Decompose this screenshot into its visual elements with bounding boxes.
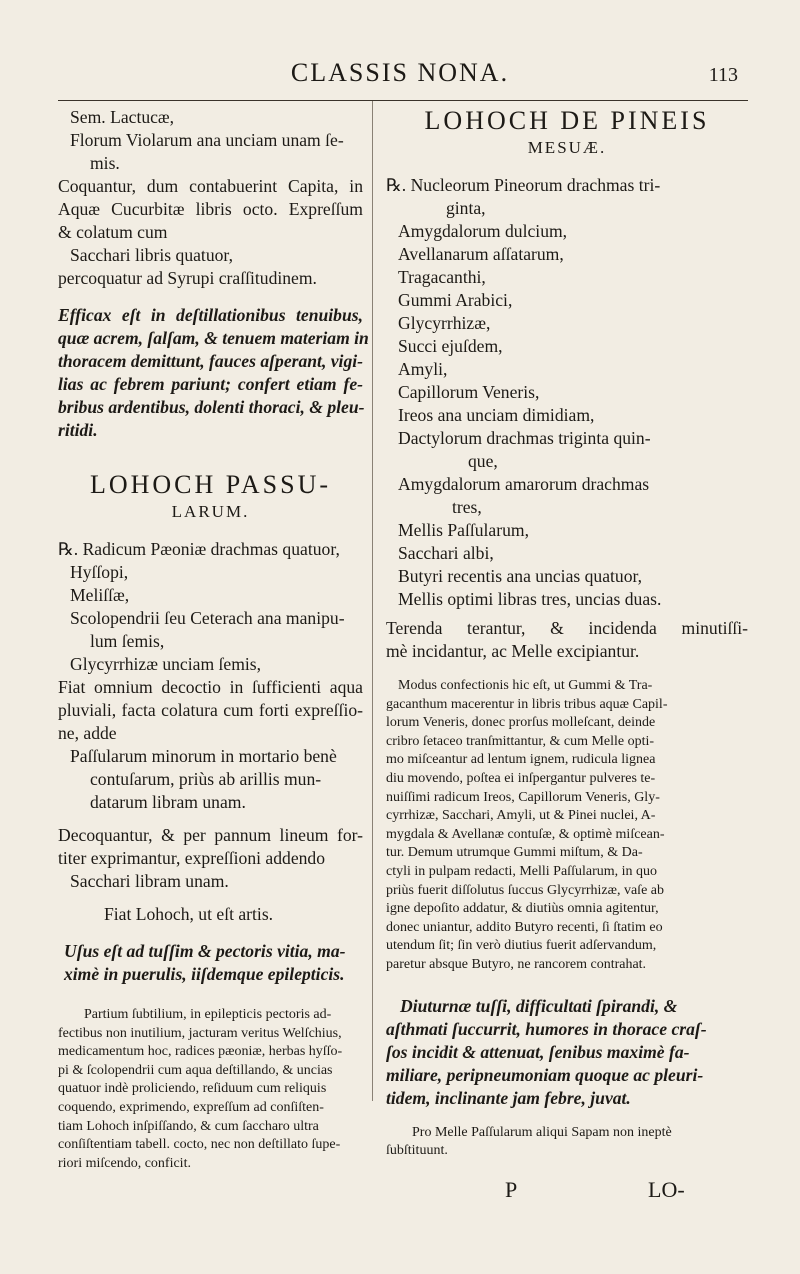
section-subtitle: MESUÆ. xyxy=(527,138,607,157)
recipe-line: Amyli, xyxy=(398,359,448,379)
recipe-line: Meliſſæ, xyxy=(70,585,130,605)
recipe-line: ℞. Nucleorum Pineorum drachmas tri- xyxy=(386,175,661,195)
recipe-line: ℞. Radicum Pæoniæ drachmas quatuor, xyxy=(58,539,340,559)
note-line: fectibus non inutilium, jacturam veritus Welſchius, xyxy=(58,1025,342,1041)
note-line: diu movendo, poſtea ei inſpergantur pulveres te- xyxy=(386,770,656,786)
header-rule xyxy=(58,100,748,101)
italic-line: lias ac febrem pariunt; confert etiam fe- xyxy=(58,374,363,394)
right-column xyxy=(386,106,748,1161)
italic-line: bribus ardentibus, dolenti thoraci, & pleu- xyxy=(58,397,365,417)
text-line: contuſarum, priùs ab arillis mun- xyxy=(90,769,322,789)
text-line: Sem. Lactucæ, xyxy=(70,107,175,127)
recipe-line: Sacchari albi, xyxy=(398,543,494,563)
recipe-line: Mellis optimi libras tres, uncias duas. xyxy=(398,589,662,609)
text-line: datarum libram unam. xyxy=(90,792,246,812)
text-line: Sacchari libris quatuor, xyxy=(70,245,233,265)
section-title: LOHOCH PASSU- xyxy=(89,470,332,499)
recipe-line: que, xyxy=(468,451,498,471)
note-line: medicamentum hoc, radices pæoniæ, herbas hyſſo- xyxy=(58,1044,343,1060)
text-line: & colatum cum xyxy=(58,222,168,242)
italic-line: ritidi. xyxy=(58,420,98,440)
text-line: titer exprimantur, expreſſioni addendo xyxy=(58,848,326,868)
recipe-line: tres, xyxy=(452,497,482,517)
recipe-line: Hyſſopi, xyxy=(70,562,129,582)
note-line: utendum ſit; ſin verò diutius fuerit adſervandum, xyxy=(386,938,657,954)
note-line: riori miſcendo, conficit. xyxy=(58,1155,191,1171)
text-line: pluviali, facta colatura cum forti expreſſio- xyxy=(58,700,363,720)
recipe-line: Glycyrrhizæ unciam ſemis, xyxy=(70,654,262,674)
recipe-line: Dactylorum drachmas triginta quin- xyxy=(398,428,651,448)
note-line: ctyli in pulpam redacti, Melli Paſſularum, in quo xyxy=(386,863,658,879)
text-line: Coquantur, dum contabuerint Capita, in xyxy=(58,176,363,196)
italic-line: Diuturnæ tuſſi, difficultati ſpirandi, & xyxy=(400,995,678,1016)
note-line: ſubſtituunt. xyxy=(386,1143,448,1159)
left-column xyxy=(58,106,369,1173)
catchword: LO- xyxy=(648,1177,685,1202)
note-line: cyrrhizæ, Sacchari, Amyli, ut & Pinei nuclei, A- xyxy=(386,808,656,824)
note-line: quatuor indè proliciendo, reſiduum cum reliquis xyxy=(58,1081,327,1097)
note-line: paretur absque Butyro, ne rancorem contrahat. xyxy=(386,956,647,972)
italic-line: Uſus eſt ad tuſſim & pectoris vitia, ma- xyxy=(64,941,346,961)
text-line: ne, adde xyxy=(58,723,117,743)
italic-line: ximè in puerulis, iiſdemque epilepticis. xyxy=(64,964,345,984)
recipe-line: Glycyrrhizæ, xyxy=(398,313,491,333)
note-line: Partium ſubtilium, in epilepticis pectoris ad- xyxy=(84,1007,332,1022)
note-line: mo miſceantur ad lentum ignem, rudicula lignea xyxy=(386,752,656,768)
italic-line: quæ acrem, ſalſam, & tenuem materiam in xyxy=(58,328,369,348)
text-line: Aquæ Cucurbitæ libris octo. Expreſſum xyxy=(58,199,363,219)
recipe-line: Succi ejuſdem, xyxy=(398,336,503,356)
page-number: 113 xyxy=(708,64,738,86)
text-line: mis. xyxy=(90,153,120,173)
note-line: Pro Melle Paſſularum aliqui Sapam non ineptè xyxy=(412,1124,672,1140)
note-line: Modus confectionis hic eſt, ut Gummi & Tra- xyxy=(398,678,653,693)
recipe-line: Butyri recentis ana uncias quatuor, xyxy=(398,566,643,586)
note-line: lorum Veneris, donec prorſus molleſcant, deinde xyxy=(386,715,656,731)
italic-line: miliare, peripneumoniam quoque ac pleuri- xyxy=(386,1064,704,1085)
note-line: igne depoſito addatur, & diutiùs omnia agitentur, xyxy=(386,901,659,917)
recipe-line: ginta, xyxy=(446,198,486,218)
note-line: gacanthum macerentur in libris tribus aquæ Capil- xyxy=(386,696,668,712)
note-line: priùs fuerit diſſolutus ſuccus Glycyrrhizæ, vaſe ab xyxy=(386,882,664,898)
italic-line: Efficax eſt in deſtillationibus tenuibus, xyxy=(58,305,363,325)
text-line: mè incidantur, ac Melle excipiantur. xyxy=(386,641,640,661)
text-line: Florum Violarum ana unciam unam ſe- xyxy=(70,130,344,150)
fiat-line: Fiat Lohoch, ut eſt artis. xyxy=(104,904,274,924)
italic-line: tidem, inclinante jam febre, juvat. xyxy=(386,1087,631,1108)
note-line: conſiſtentiam tabell. cocto, nec non deſtillato ſupe- xyxy=(58,1137,341,1153)
section-subtitle: LARUM. xyxy=(171,502,250,521)
column-divider xyxy=(372,101,373,1101)
recipe-line: Avellanarum aſſatarum, xyxy=(398,244,564,264)
italic-line: ſos incidit & attenuat, ſenibus maximè fa- xyxy=(386,1041,690,1062)
text-line: Decoquantur, & per pannum lineum for- xyxy=(58,825,363,845)
recipe-line: Mellis Paſſularum, xyxy=(398,520,529,540)
note-line: pi & ſcolopendrii cum aqua deſtillando, & uncias xyxy=(58,1062,333,1078)
section-title: LOHOCH DE PINEIS xyxy=(424,106,710,135)
note-line: donec uniantur, addito Butyro recenti, ſi ſtatim eo xyxy=(386,919,663,935)
note-line: mygdala & Avellanæ contuſæ, & optimè miſcean- xyxy=(386,826,665,842)
note-line: nuiſſimi radicum Ireos, Capillorum Veneris, Gly- xyxy=(386,789,660,805)
text-line: Terenda terantur, & incidenda minutiſſi- xyxy=(386,618,748,638)
text-line: Paſſularum minorum in mortario benè xyxy=(70,746,337,766)
recipe-line: Ireos ana unciam dimidiam, xyxy=(398,405,595,425)
signature-mark: P xyxy=(505,1177,518,1202)
italic-line: thoracem demittunt, fauces aſperant, vigi- xyxy=(58,351,363,371)
italic-line: aſthmati ſuccurrit, humores in thorace craſ- xyxy=(386,1018,707,1039)
recipe-line: Capillorum Veneris, xyxy=(398,382,540,402)
recipe-line: Amygdalorum dulcium, xyxy=(398,221,568,241)
note-line: tur. Demum utrumque Gummi miſtum, & Da- xyxy=(386,845,643,861)
running-title: CLASSIS NONA. xyxy=(290,58,510,87)
note-line: tiam Lohoch inſpiſſando, & cum ſaccharo ultra xyxy=(58,1118,319,1134)
text-line: Fiat omnium decoctio in ſufficienti aqua xyxy=(58,677,363,697)
recipe-line: Amygdalorum amarorum drachmas xyxy=(398,474,650,494)
recipe-line: lum ſemis, xyxy=(90,631,165,651)
text-line: percoquatur ad Syrupi craſſitudinem. xyxy=(58,268,317,288)
recipe-line: Gummi Arabici, xyxy=(398,290,513,310)
text-line: Sacchari libram unam. xyxy=(70,871,229,891)
note-line: coquendo, exprimendo, expreſſum ad conſiſten- xyxy=(58,1099,324,1115)
recipe-line: Tragacanthi, xyxy=(398,267,486,287)
note-line: cribro ſetaceo tranſmittantur, & cum Melle opti- xyxy=(386,733,655,749)
page-header xyxy=(0,58,800,98)
recipe-line: Scolopendrii ſeu Ceterach ana manipu- xyxy=(70,608,345,628)
